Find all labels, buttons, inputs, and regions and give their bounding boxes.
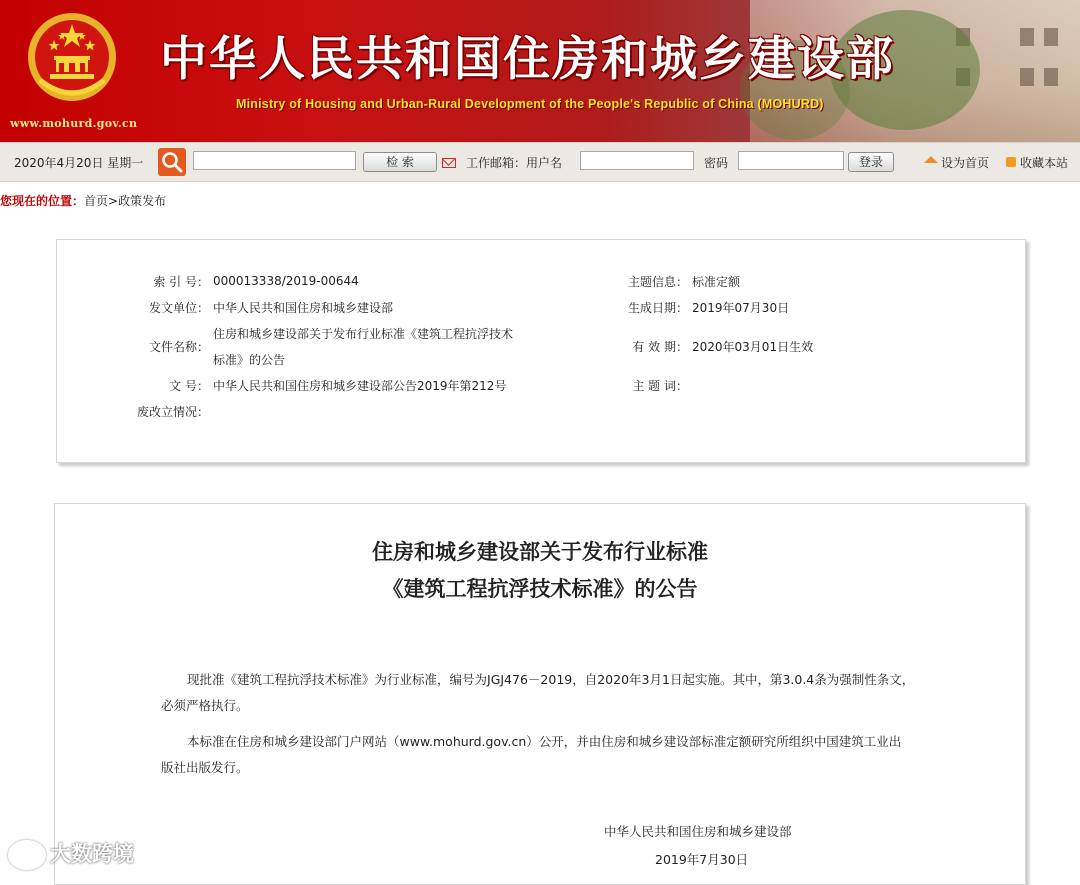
site-url[interactable]: www.mohurd.gov.cn: [10, 117, 138, 130]
search-input[interactable]: [193, 151, 356, 170]
building-window: [1020, 68, 1034, 86]
issuer-value: 中华人民共和国住房和城乡建设部: [213, 301, 394, 315]
date-label: 生成日期：: [627, 301, 688, 315]
article-panel: [54, 503, 1026, 885]
watermark-logo-icon: [8, 840, 46, 870]
date-value: 2019年07月30日: [692, 301, 790, 315]
signature: 中华人民共和国住房和城乡建设部: [604, 824, 792, 839]
docno-label: 文 号：: [169, 379, 209, 393]
header-banner: [0, 0, 1080, 142]
password-label: 密码: [704, 156, 729, 170]
magnifier-icon[interactable]: [158, 148, 186, 176]
filename-label: 文件名称：: [148, 340, 209, 354]
search-button[interactable]: 检 索: [363, 152, 437, 172]
login-button[interactable]: 登录: [848, 152, 894, 172]
set-home-link[interactable]: 设为首页: [941, 156, 990, 170]
breadcrumb-label: 您现在的位置：: [0, 194, 85, 208]
building-window: [1044, 28, 1058, 46]
filename-value-line1: 住房和城乡建设部关于发布行业标准《建筑工程抗浮技术: [213, 327, 514, 341]
filename-value-line2: 标准》的公告: [213, 353, 286, 367]
paragraph-1-line1: 现批准《建筑工程抗浮技术标准》为行业标准，编号为JGJ476－2019，自2020年3月1日起实施。其中，第3.0.4条为强制性条文，: [187, 672, 915, 687]
building-window: [1020, 28, 1034, 46]
validity-value: 2020年03月01日生效: [692, 340, 814, 354]
username-field[interactable]: [580, 151, 694, 170]
issuer-label: 发文单位：: [148, 301, 209, 315]
mail-icon: [442, 158, 456, 168]
docno-value: 中华人民共和国住房和城乡建设部公告2019年第212号: [213, 379, 507, 393]
site-subtitle: Ministry of Housing and Urban-Rural Development of the People's Republic of China (MOHURD): [236, 97, 824, 111]
bookmark-link[interactable]: 收藏本站: [1020, 156, 1069, 170]
home-icon: [924, 156, 938, 163]
paragraph-2-line2: 版社出版发行。: [161, 760, 249, 775]
status-label: 废改立情况：: [136, 405, 209, 419]
breadcrumb-path[interactable]: 首页>政策发布: [84, 194, 167, 208]
national-emblem-icon: [26, 10, 118, 106]
topic-label: 主题信息：: [627, 275, 688, 289]
password-field[interactable]: [738, 151, 844, 170]
topic-value: 标准定额: [692, 275, 741, 289]
article-title-line1: 住房和城乡建设部关于发布行业标准: [372, 539, 708, 564]
keywords-label: 主 题 词：: [632, 379, 688, 393]
building-window: [1044, 68, 1058, 86]
mail-label: 工作邮箱：用户名: [466, 156, 563, 170]
article-title-line2: 《建筑工程抗浮技术标准》的公告: [382, 576, 698, 601]
index-label: 索 引 号：: [153, 275, 209, 289]
current-date: 2020年4月20日 星期一: [14, 156, 144, 170]
toolbar: [0, 142, 1080, 182]
site-title: 中华人民共和国住房和城乡建设部: [160, 32, 895, 87]
index-value: 000013338/2019-00644: [213, 274, 359, 288]
paragraph-2-line1: 本标准在住房和城乡建设部门户网站（www.mohurd.gov.cn）公开，并由住房和城乡建设部标准定额研究所组织中国建筑工业出: [187, 734, 902, 749]
bookmark-icon: [1006, 157, 1016, 167]
watermark-text: 大数跨境: [50, 842, 134, 866]
paragraph-1-line2: 必须严格执行。: [161, 698, 249, 713]
validity-label: 有 效 期：: [632, 340, 688, 354]
breadcrumb: [0, 192, 166, 209]
document-info-panel: [56, 239, 1026, 463]
sign-date: 2019年7月30日: [655, 852, 749, 867]
